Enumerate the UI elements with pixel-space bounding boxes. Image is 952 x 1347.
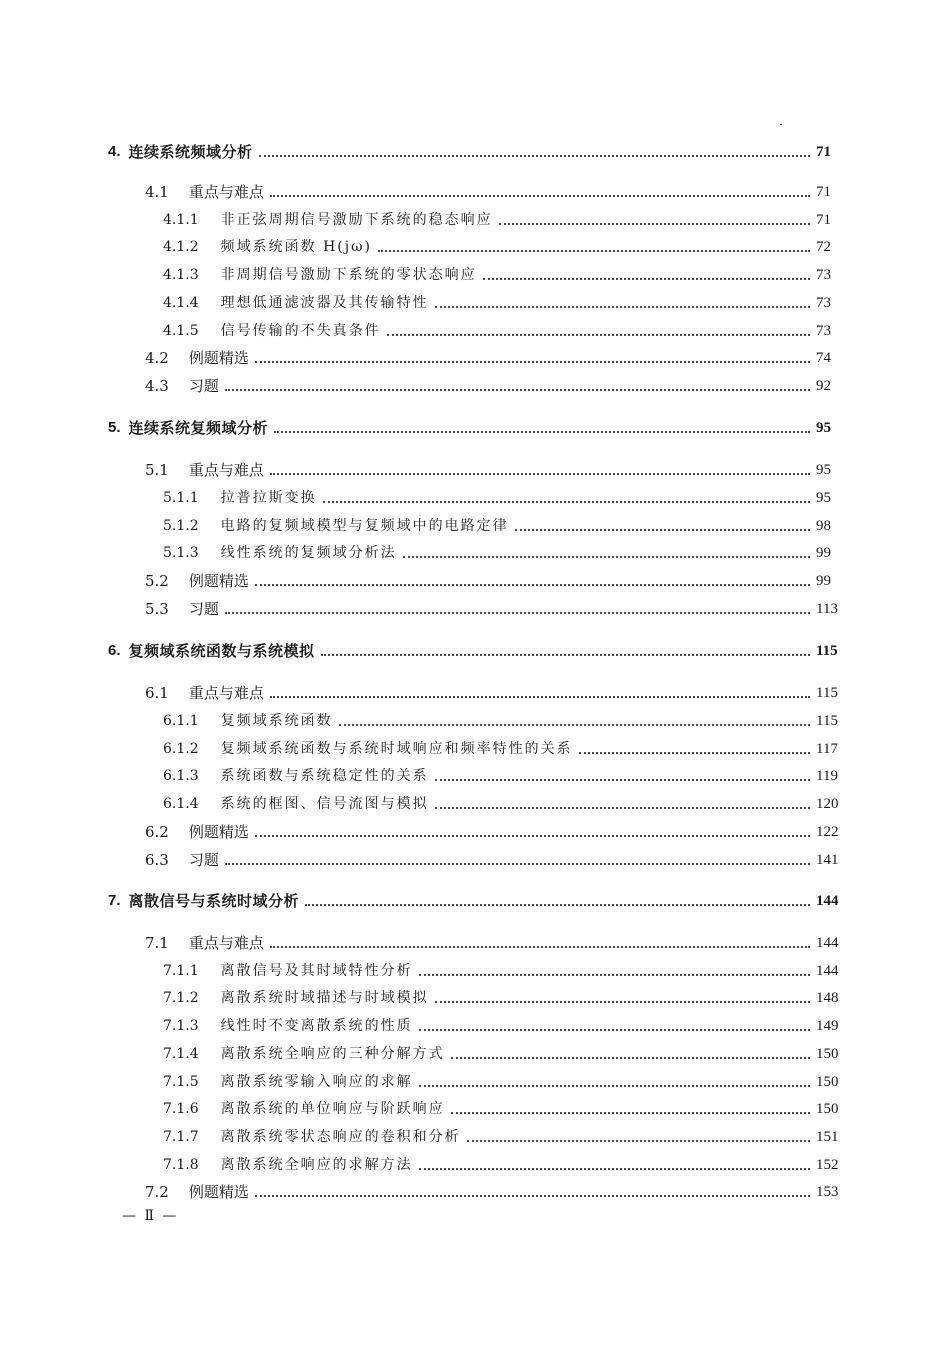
toc-entry-chapter: [0, 886, 952, 910]
dot-leader: [225, 863, 810, 865]
toc-entry-title: 习题: [188, 600, 219, 618]
toc-entry-number: 7.1.6: [163, 1101, 199, 1117]
toc-entry-title: 离散系统零状态响应的卷积和分析: [220, 1129, 461, 1145]
toc-entry-section: [0, 845, 952, 869]
toc-entry-title: 离散信号与系统时域分析: [128, 892, 300, 910]
toc-entry-page: 95: [816, 490, 831, 506]
toc-entry-number: 5.1.3: [163, 545, 199, 561]
toc-entry-title: 离散信号及其时域特性分析: [220, 963, 413, 979]
toc-entry-sub: [0, 983, 952, 1007]
toc-entry-number: 4.1.1: [163, 212, 199, 228]
toc-entry-number: 5.1.1: [163, 490, 199, 506]
toc-entry-number: 6.: [108, 642, 121, 659]
dot-leader: [435, 306, 810, 308]
toc-entry-page: 72: [816, 239, 831, 255]
toc-entry-page: 117: [816, 741, 838, 757]
dot-leader: [270, 195, 810, 197]
toc-entry-title: 连续系统频域分析: [128, 143, 253, 161]
toc-entry-title: 离散系统全响应的求解方法: [220, 1157, 413, 1173]
toc-entry-title: 重点与难点: [188, 934, 264, 952]
dot-leader: [270, 696, 810, 698]
dot-leader: [321, 654, 810, 656]
toc-entry-number: 4.: [108, 143, 121, 160]
toc-entry-title: 离散系统全响应的三种分解方式: [220, 1046, 445, 1062]
toc-entry-section: [0, 928, 952, 952]
dot-leader: [435, 807, 810, 809]
toc-entry-number: 5.: [108, 419, 121, 436]
toc-entry-title: 电路的复频域模型与复频域中的电路定律: [220, 518, 509, 534]
toc-entry-title: 离散系统零输入响应的求解: [220, 1074, 413, 1090]
toc-entry-sub: [0, 538, 952, 562]
toc-entry-page: 115: [816, 685, 838, 701]
toc-entry-sub: [0, 511, 952, 535]
toc-entry-page: 150: [816, 1046, 839, 1062]
dot-leader: [419, 974, 810, 976]
dot-leader: [579, 752, 810, 754]
toc-entry-title: 例题精选: [188, 1183, 249, 1201]
toc-entry-title: 非周期信号激励下系统的零状态响应: [220, 267, 477, 283]
toc-entry-page: 74: [816, 350, 831, 366]
toc-entry-section: [0, 594, 952, 618]
toc-entry-number: 4.2: [145, 349, 169, 367]
toc-entry-number: 7.1.8: [163, 1157, 199, 1173]
toc-entry-section: [0, 1177, 952, 1201]
page-footer: — Ⅱ —: [122, 1208, 179, 1224]
dot-leader: [451, 1112, 810, 1114]
toc-entry-number: 6.1: [145, 684, 169, 702]
toc-entry-title: 线性系统的复频域分析法: [220, 545, 397, 561]
toc-entry-title: 离散系统的单位响应与阶跃响应: [220, 1101, 445, 1117]
toc-entry-page: 71: [816, 144, 831, 160]
toc-entry-sub: [0, 1122, 952, 1146]
dot-leader: [255, 361, 810, 363]
toc-entry-sub: [0, 205, 952, 229]
toc-entry-page: 120: [816, 796, 839, 812]
dot-leader: [259, 155, 810, 157]
toc-entry-section: [0, 455, 952, 479]
dot-leader: [323, 501, 810, 503]
toc-entry-title: 重点与难点: [188, 684, 264, 702]
dot-leader: [435, 779, 810, 781]
toc-entry-page: 144: [816, 893, 839, 909]
toc-entry-page: 92: [816, 378, 831, 394]
toc-entry-number: 7.1.5: [163, 1074, 199, 1090]
toc-entry-page: 73: [816, 323, 831, 339]
toc-entry-sub: [0, 260, 952, 284]
toc-entry-page: 73: [816, 295, 831, 311]
toc-entry-number: 5.1: [145, 461, 169, 479]
toc-entry-section: [0, 343, 952, 367]
toc-entry-section: [0, 817, 952, 841]
toc-entry-number: 4.1.2: [163, 239, 199, 255]
toc-entry-number: 7.: [108, 892, 121, 909]
toc-entry-title: 非正弦周期信号激励下系统的稳态响应: [220, 212, 493, 228]
toc-entry-sub: [0, 734, 952, 758]
toc-entry-sub: [0, 232, 952, 256]
dot-leader: [274, 431, 810, 433]
toc-entry-number: 5.2: [145, 572, 169, 590]
toc-entry-title: 理想低通滤波器及其传输特性: [220, 295, 429, 311]
toc-entry-title: 习题: [188, 377, 219, 395]
toc-entry-title: 例题精选: [188, 572, 249, 590]
toc-entry-chapter: [0, 137, 952, 161]
toc-entry-title: 离散系统时域描述与时域模拟: [220, 990, 429, 1006]
dot-leader: [387, 334, 810, 336]
toc-entry-page: 151: [816, 1129, 839, 1145]
toc-entry-number: 4.1.3: [163, 267, 199, 283]
toc-entry-section: [0, 371, 952, 395]
toc-entry-title: 重点与难点: [188, 461, 264, 479]
toc-entry-page: 73: [816, 267, 831, 283]
toc-entry-number: 6.1.4: [163, 796, 199, 812]
toc-entry-chapter: [0, 413, 952, 437]
dot-leader: [403, 556, 810, 558]
toc-entry-number: 6.1.3: [163, 768, 199, 784]
dot-leader: [419, 1029, 810, 1031]
toc-entry-page: 153: [816, 1184, 839, 1200]
toc-entry-page: 95: [816, 420, 831, 436]
toc-entry-page: 99: [816, 545, 831, 561]
toc-entry-title: 系统函数与系统稳定性的关系: [220, 768, 429, 784]
toc-entry-page: 150: [816, 1074, 839, 1090]
toc-entry-title: 例题精选: [188, 349, 249, 367]
toc-entry-title: 例题精选: [188, 823, 249, 841]
toc-entry-number: 7.1.3: [163, 1018, 199, 1034]
toc-entry-number: 4.3: [145, 377, 169, 395]
toc-entry-title: 线性时不变离散系统的性质: [220, 1018, 413, 1034]
toc-entry-title: 拉普拉斯变换: [220, 490, 317, 506]
toc-entry-page: 71: [816, 184, 831, 200]
toc-entry-section: [0, 566, 952, 590]
dot-leader: [305, 904, 810, 906]
toc-entry-number: 7.1: [145, 934, 169, 952]
dot-leader: [419, 1085, 810, 1087]
dot-leader: [225, 612, 810, 614]
toc-entry-number: 7.1.2: [163, 990, 199, 1006]
toc-entry-page: 148: [816, 990, 839, 1006]
toc-entry-title: 连续系统复频域分析: [128, 419, 269, 437]
toc-entry-sub: [0, 288, 952, 312]
toc-entry-page: 150: [816, 1101, 839, 1117]
toc-entry-number: 7.1.4: [163, 1046, 199, 1062]
toc-entry-number: 4.1: [145, 183, 169, 201]
dot-leader: [255, 835, 810, 837]
toc-entry-page: 115: [816, 643, 838, 659]
dot-leader: [499, 223, 810, 225]
toc-entry-number: 5.3: [145, 600, 169, 618]
toc-entry-number: 6.3: [145, 851, 169, 869]
toc-entry-number: 7.1.7: [163, 1129, 199, 1145]
toc-entry-page: 115: [816, 713, 838, 729]
toc-entry-title: 复频域系统函数: [220, 713, 333, 729]
toc-entry-number: 4.1.5: [163, 323, 199, 339]
toc-entry-page: 98: [816, 518, 831, 534]
toc-entry-sub: [0, 1067, 952, 1091]
toc-entry-page: 122: [816, 824, 839, 840]
dot-leader: [255, 584, 810, 586]
toc-entry-page: 144: [816, 935, 839, 951]
dot-leader: [467, 1140, 810, 1142]
toc-entry-title: 频域系统函数 H(jω): [220, 239, 372, 255]
dot-leader: [255, 1195, 810, 1197]
toc-entry-sub: [0, 761, 952, 785]
toc-entry-number: 7.1.1: [163, 963, 199, 979]
toc-entry-sub: [0, 483, 952, 507]
toc-entry-number: 6.1.2: [163, 741, 199, 757]
dot-leader: [451, 1057, 810, 1059]
toc-entry-title: 重点与难点: [188, 183, 264, 201]
toc-entry-number: 6.2: [145, 823, 169, 841]
toc-entry-sub: [0, 1039, 952, 1063]
toc-entry-section: [0, 177, 952, 201]
toc-entry-sub: [0, 1150, 952, 1174]
scan-speck: [780, 124, 782, 125]
toc-entry-page: 144: [816, 963, 839, 979]
toc-entry-title: 复频域系统函数与系统模拟: [128, 642, 315, 660]
toc-entry-number: 6.1.1: [163, 713, 199, 729]
dot-leader: [270, 946, 810, 948]
dot-leader: [339, 724, 810, 726]
dot-leader: [270, 473, 810, 475]
dot-leader: [378, 250, 810, 252]
toc-entry-page: 119: [816, 768, 838, 784]
toc-entry-page: 113: [816, 601, 838, 617]
toc-entry-number: 5.1.2: [163, 518, 199, 534]
toc-entry-number: 4.1.4: [163, 295, 199, 311]
dot-leader: [515, 529, 810, 531]
toc-entry-sub: [0, 316, 952, 340]
toc-entry-chapter: [0, 636, 952, 660]
toc-entry-page: 141: [816, 852, 839, 868]
dot-leader: [435, 1001, 810, 1003]
toc-entry-title: 复频域系统函数与系统时域响应和频率特性的关系: [220, 741, 573, 757]
toc-entry-page: 149: [816, 1018, 839, 1034]
toc-entry-title: 系统的框图、信号流图与模拟: [220, 796, 429, 812]
toc-entry-page: 95: [816, 462, 831, 478]
dot-leader: [225, 389, 810, 391]
toc-entry-sub: [0, 1094, 952, 1118]
toc-entry-title: 信号传输的不失真条件: [220, 323, 381, 339]
toc-entry-sub: [0, 1011, 952, 1035]
toc-entry-number: 7.2: [145, 1183, 169, 1201]
toc-entry-sub: [0, 706, 952, 730]
dot-leader: [483, 278, 810, 280]
dot-leader: [419, 1168, 810, 1170]
toc-entry-page: 99: [816, 573, 831, 589]
toc-entry-section: [0, 678, 952, 702]
toc-entry-title: 习题: [188, 851, 219, 869]
toc-entry-page: 152: [816, 1157, 839, 1173]
toc-entry-sub: [0, 956, 952, 980]
toc-entry-page: 71: [816, 212, 831, 228]
toc-entry-sub: [0, 789, 952, 813]
